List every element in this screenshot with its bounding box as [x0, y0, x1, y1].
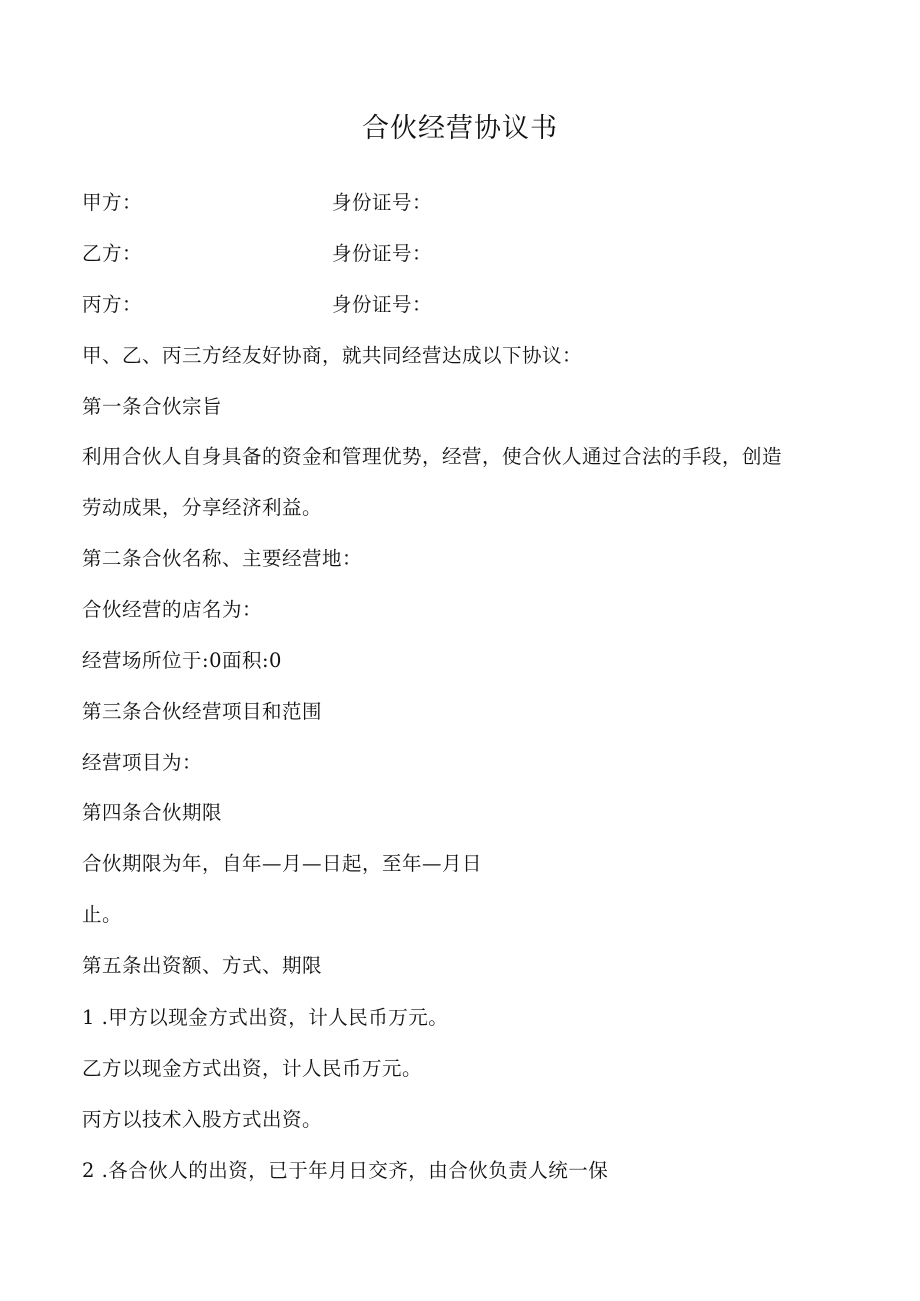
party-a-label: 甲方：	[82, 191, 143, 214]
article-1-heading: 第一条合伙宗旨	[82, 395, 223, 418]
article-3-heading: 第三条合伙经营项目和范围	[82, 700, 323, 723]
contribution-c-line: 丙方以技术入股方式出资。	[82, 1108, 323, 1131]
party-a-id-label: 身份证号：	[332, 191, 433, 214]
business-items-line: 经营项目为：	[82, 751, 203, 774]
term-line: 合伙期限为年，自年—月—日起，至年—月日	[82, 852, 483, 875]
term-line-cont: 止。	[82, 903, 123, 926]
store-name-line: 合伙经营的店名为：	[82, 598, 263, 621]
party-b-label: 乙方：	[82, 242, 143, 265]
intro-line: 甲、乙、丙三方经友好协商，就共同经营达成以下协议：	[82, 344, 583, 367]
article-1-text: 利用合伙人自身具备的资金和管理优势，经营，使合伙人通过合法的手段，创造	[82, 445, 783, 468]
article-4-heading: 第四条合伙期限	[82, 801, 223, 824]
contribution-b-line: 乙方以现金方式出资，计人民币万元。	[82, 1057, 423, 1080]
location-line: 经营场所位于:0面积:0	[82, 649, 282, 672]
contribution-a-line: 1 .甲方以现金方式出资，计人民币万元。	[82, 1006, 449, 1029]
article-1-text-cont: 劳动成果，分享经济利益。	[82, 496, 323, 519]
article-2-heading: 第二条合伙名称、主要经营地：	[82, 547, 363, 570]
party-c-label: 丙方：	[82, 293, 143, 316]
article-5-heading: 第五条出资额、方式、期限	[82, 954, 323, 977]
document-title: 合伙经营协议书	[362, 113, 558, 144]
party-c-id-label: 身份证号：	[332, 293, 433, 316]
contribution-delivery-line: 2 .各合伙人的出资，已于年月日交齐，由合伙负责人统一保	[82, 1159, 609, 1182]
party-b-id-label: 身份证号：	[332, 242, 433, 265]
